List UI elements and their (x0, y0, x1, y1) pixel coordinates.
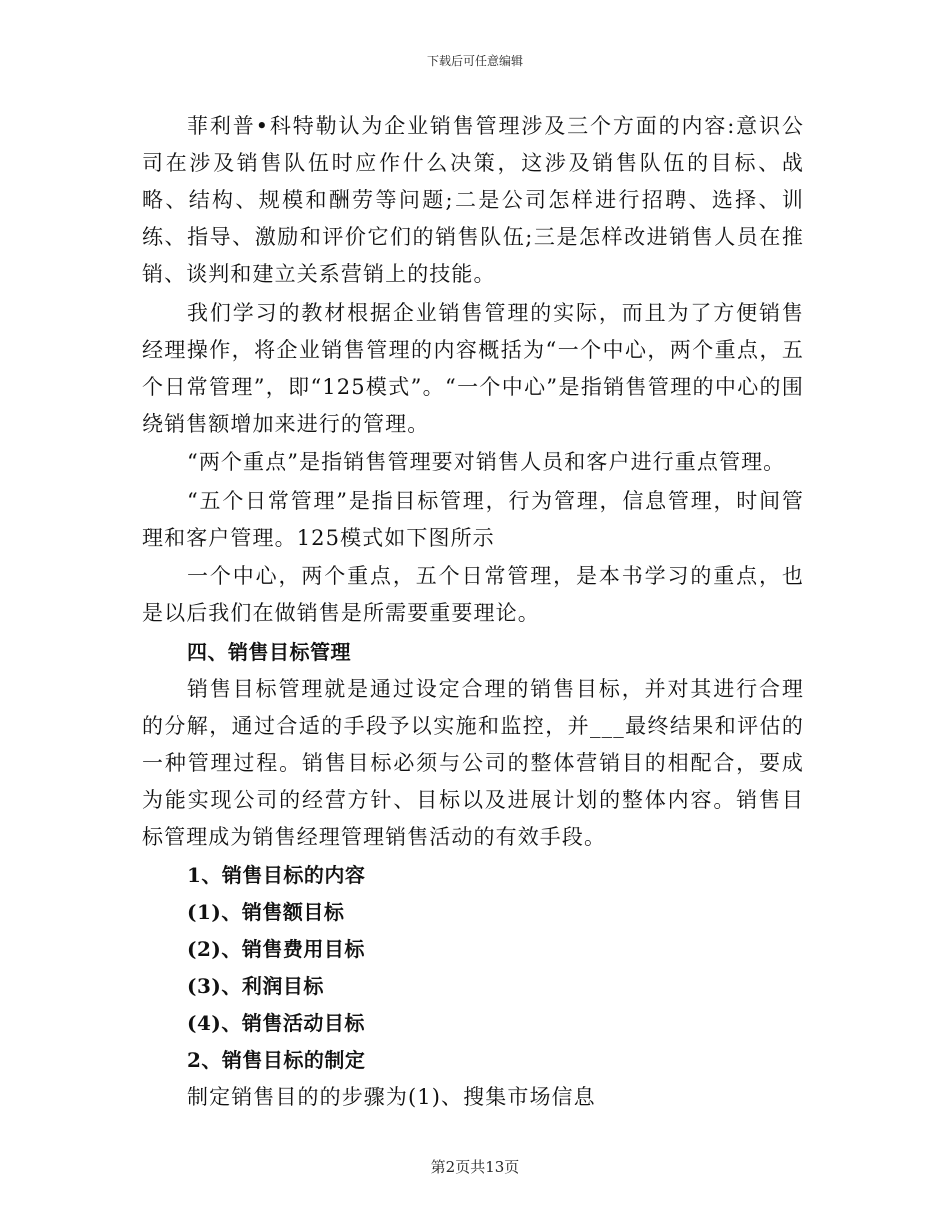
paragraph-kotler-definition: 菲利普•科特勒认为企业销售管理涉及三个方面的内容:意识公司在涉及销售队伍时应作什么决策，这涉及销售队伍的目标、战略、结构、规模和酬劳等问题;二是公司怎样进行招聘、选择、训练、指导、激励和评价它们的销售队伍;三是怎样改进销售人员在推销、谈判和建立关系营销上的技能。 (142, 114, 804, 286)
paragraph-sales-target-definition: 销售目标管理就是通过设定合理的销售目标，并对其进行合理的分解，通过合适的手段予以实施和监控，并___最终结果和评估的一种管理过程。销售目标必须与公司的整体营销目的相配合，要成为能实现公司的经营方针、目标以及进展计划的整体内容。销售目标管理成为销售经理管理销售活动的有效手段。 (142, 676, 804, 849)
page-footer: 第2页共13页 (430, 1158, 520, 1176)
list-item-sales-amount-target: (1)、销售额目标 (187, 900, 345, 924)
list-item-sales-activity-target: (4)、销售活动目标 (187, 1011, 365, 1035)
list-item-profit-target: (3)、利润目标 (187, 974, 324, 998)
paragraph-two-focuses: “两个重点”是指销售管理要对销售人员和客户进行重点管理。 (187, 450, 786, 474)
paragraph-target-setting-steps: 制定销售目的的步骤为(1)、搜集市场信息 (187, 1085, 596, 1109)
paragraph-five-daily-management: “五个日常管理”是指目标管理，行为管理，信息管理，时间管理和客户管理。125模式如下图所示 (142, 488, 804, 550)
paragraph-summary: 一个中心，两个重点，五个日常管理，是本书学习的重点，也是以后我们在做销售是所需要重要理论。 (142, 564, 804, 625)
subheading-target-setting: 2、销售目标的制定 (187, 1048, 366, 1072)
list-item-sales-cost-target: (2)、销售费用目标 (187, 937, 365, 961)
paragraph-125-model: 我们学习的教材根据企业销售管理的实际，而且为了方便销售经理操作，将企业销售管理的内容概括为“一个中心，两个重点，五个日常管理”，即“125模式”。“一个中心”是指销售管理的中心的围绕销售额增加来进行的管理。 (142, 300, 804, 436)
document-body (142, 108, 804, 1118)
subheading-target-content: 1、销售目标的内容 (187, 863, 366, 887)
section-heading-sales-target-management: 四、销售目标管理 (187, 639, 351, 664)
page-header: 下载后可任意编辑 (426, 54, 523, 68)
